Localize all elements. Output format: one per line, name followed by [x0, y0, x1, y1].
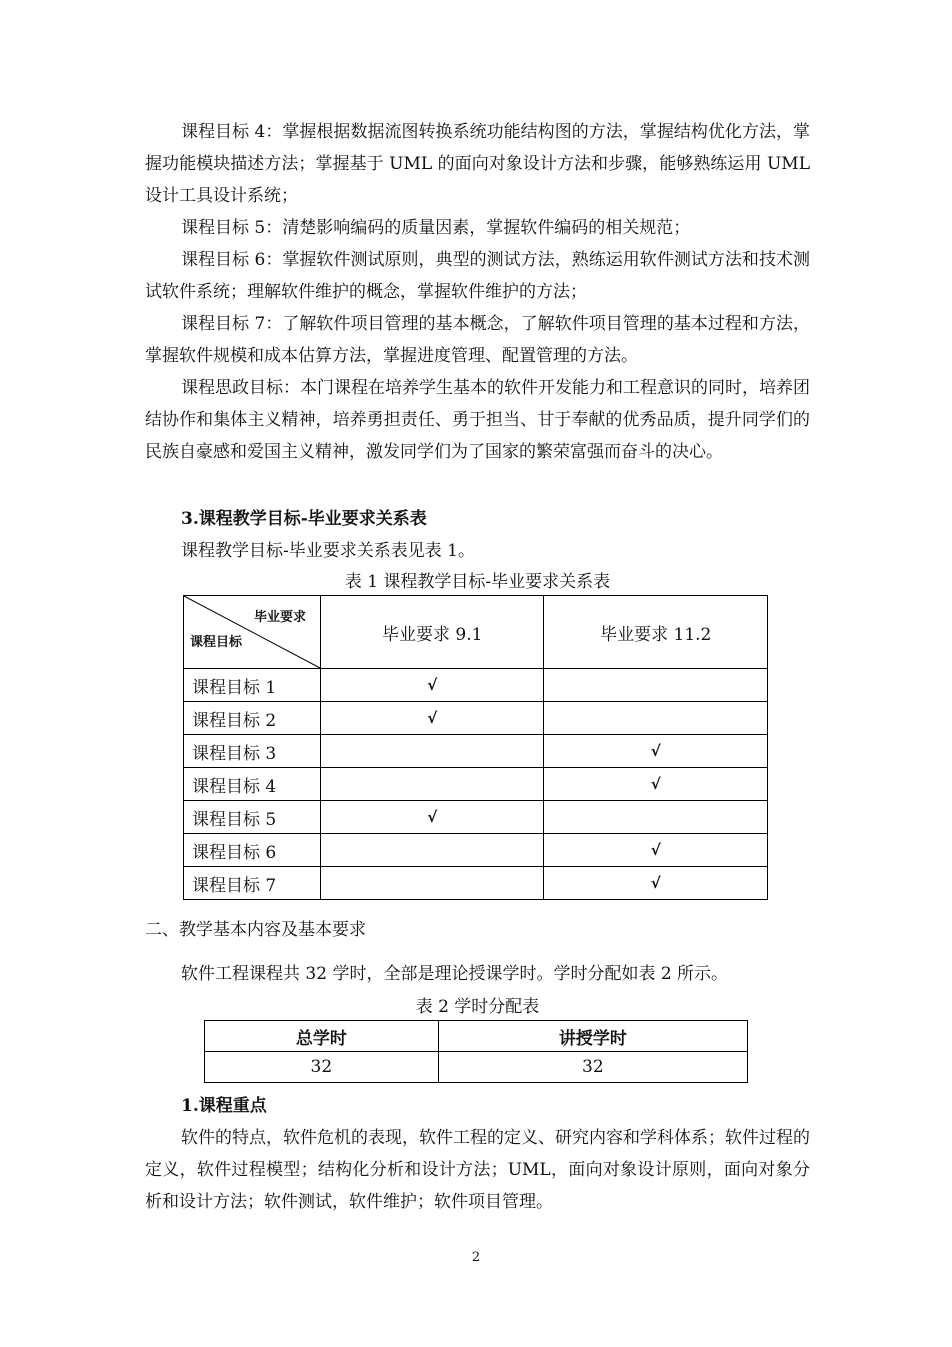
check-mark	[544, 702, 768, 735]
table-2-value: 32	[438, 1052, 747, 1083]
check-mark	[321, 867, 544, 900]
table-2-header: 讲授学时	[438, 1021, 747, 1052]
paragraph-goal-4: 课程目标 4：掌握根据数据流图转换系统功能结构图的方法，掌握结构优化方法，掌握功能模块描述方法；掌握基于 UML 的面向对象设计方法和步骤，能够熟练运用 UML 设计工具设计系统；	[145, 122, 810, 206]
check-mark: √	[544, 735, 768, 768]
check-mark: √	[544, 768, 768, 801]
section-3-intro: 课程教学目标-毕业要求关系表见表 1。	[181, 541, 475, 561]
page-number: 2	[471, 1250, 481, 1265]
row-label: 课程目标 6	[184, 834, 321, 867]
key-points-heading: 1.课程重点	[181, 1096, 267, 1116]
table-row	[184, 669, 768, 702]
table-1	[183, 595, 768, 900]
check-mark: √	[544, 834, 768, 867]
section-two-heading: 二、教学基本内容及基本要求	[145, 920, 366, 940]
check-mark: √	[321, 669, 544, 702]
table-row	[184, 801, 768, 834]
row-label: 课程目标 7	[184, 867, 321, 900]
table-row	[184, 735, 768, 768]
section-two-intro: 软件工程课程共 32 学时，全部是理论授课学时。学时分配如表 2 所示。	[181, 964, 729, 984]
table-2-header: 总学时	[205, 1021, 439, 1052]
check-mark: √	[544, 867, 768, 900]
check-mark	[321, 834, 544, 867]
table-2	[204, 1020, 748, 1083]
check-mark: √	[321, 801, 544, 834]
table-1-corner-cell	[184, 596, 321, 669]
table-row	[184, 834, 768, 867]
check-mark	[544, 801, 768, 834]
check-mark	[321, 735, 544, 768]
row-label: 课程目标 4	[184, 768, 321, 801]
table-1-caption: 表 1 课程教学目标-毕业要求关系表	[344, 572, 611, 592]
paragraph-goal-7: 课程目标 7：了解软件项目管理的基本概念，了解软件项目管理的基本过程和方法，掌握软件规模和成本估算方法，掌握进度管理、配置管理的方法。	[145, 314, 810, 366]
check-mark	[321, 768, 544, 801]
row-label: 课程目标 5	[184, 801, 321, 834]
check-mark	[544, 669, 768, 702]
table-row	[205, 1052, 748, 1083]
table-2-value: 32	[205, 1052, 439, 1083]
check-mark: √	[321, 702, 544, 735]
table-1-column-header: 毕业要求 9.1	[321, 596, 544, 669]
corner-top-label: 毕业要求	[253, 610, 306, 625]
table-row	[184, 867, 768, 900]
table-row	[184, 768, 768, 801]
paragraph-ideology-goal: 课程思政目标：本门课程在培养学生基本的软件开发能力和工程意识的同时，培养团结协作和集体主义精神，培养勇担责任、勇于担当、甘于奉献的优秀品质，提升同学们的民族自豪感和爱国主义精神，激发同学们为了国家的繁荣富强而奋斗的决心。	[145, 378, 810, 462]
table-1-column-header: 毕业要求 11.2	[544, 596, 768, 669]
paragraph-goal-5: 课程目标 5：清楚影响编码的质量因素，掌握软件编码的相关规范；	[181, 218, 691, 238]
paragraph-goal-6: 课程目标 6：掌握软件测试原则，典型的测试方法，熟练运用软件测试方法和技术测试软件系统；理解软件维护的概念，掌握软件维护的方法；	[145, 250, 810, 302]
table-2-header-row	[205, 1021, 748, 1052]
row-label: 课程目标 3	[184, 735, 321, 768]
row-label: 课程目标 1	[184, 669, 321, 702]
table-1-header-row	[184, 596, 768, 669]
row-label: 课程目标 2	[184, 702, 321, 735]
table-2-caption: 表 2 学时分配表	[415, 997, 540, 1017]
corner-bottom-label: 课程目标	[190, 635, 243, 650]
table-row	[184, 702, 768, 735]
section-3-heading: 3.课程教学目标-毕业要求关系表	[181, 509, 427, 529]
key-points-text: 软件的特点，软件危机的表现，软件工程的定义、研究内容和学科体系；软件过程的定义，软件过程模型；结构化分析和设计方法；UML，面向对象设计原则，面向对象分析和设计方法；软件测试，软件维护；软件项目管理。	[145, 1128, 810, 1212]
